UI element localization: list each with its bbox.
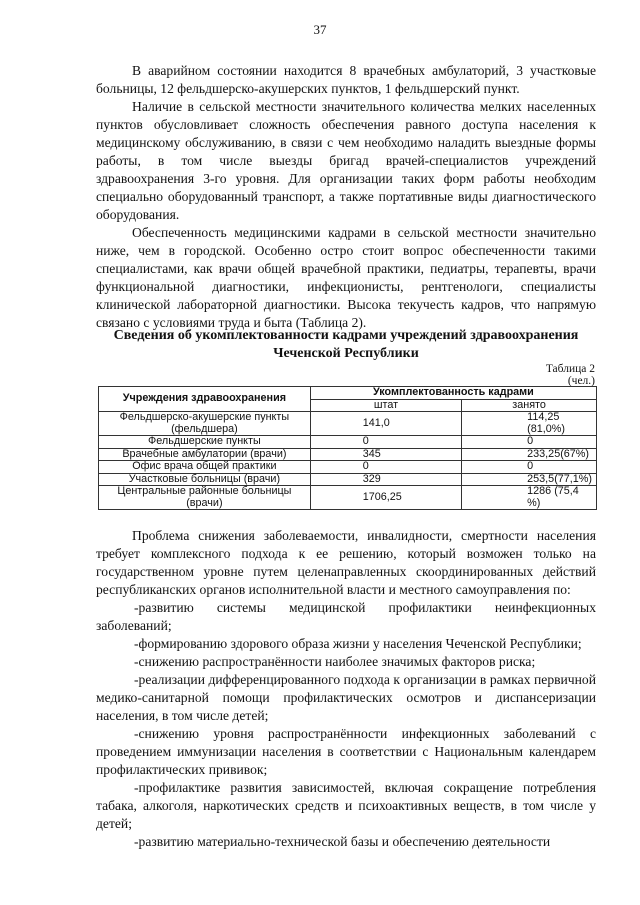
paragraph-emergency-facilities: В аварийном состоянии находится 8 врачебных амбулаторий, 3 участковые больницы, 12 фельдшерско-акушерских пунктов, 1 фельдшерский пункт. — [96, 63, 596, 96]
row-name: Участковые больницы (врачи) — [99, 473, 311, 486]
paragraph-problem: Проблема снижения заболеваемости, инвалидности, смертности населения требует комплексного подхода к ее решению, который возможен только на государственном уровне путем целенаправленных скоординированных действий республиканских органов исполнительной власти и местного самоуправления по: — [96, 528, 596, 597]
table-number: Таблица 2 — [545, 363, 595, 375]
staffing-table — [98, 386, 597, 510]
table-row — [99, 486, 597, 510]
row-occupied: 114,25 (81,0%) — [462, 412, 597, 436]
row-name: Фельдшерские пункты — [99, 436, 311, 449]
row-name: Фельдшерско-акушерские пункты (фельдшера) — [99, 412, 311, 436]
paragraph-staffing: Обеспеченность медицинскими кадрами в сельской местности значительно ниже, чем в городской. Особенно остро стоит вопрос обеспеченности такими специалистами, как врачи общей врачебной практики, педиатры, терапевты, врачи функциональной диагностики, инфекционисты, рентгенологи, специалисты клинической лабораторной диагностики. Высока текучесть кадров, что напрямую связано с условиями труда и быта (Таблица 2). — [96, 225, 596, 330]
list-item: -формированию здорового образа жизни у населения Чеченской Республики; — [134, 636, 582, 651]
list-item: -профилактике развития зависимостей, включая сокращение потребления табака, алкоголя, наркотических средств и психоактивных веществ, в том числе у детей; — [96, 780, 596, 831]
header-institution: Учреждения здравоохранения — [99, 387, 311, 412]
table-heading: Сведения об укомплектованности кадрами учреждений здравоохранения Чеченской Республики — [113, 328, 579, 361]
row-name: Врачебные амбулатории (врачи) — [99, 448, 311, 461]
header-staff: штат — [310, 399, 461, 412]
paragraph-rural-access: Наличие в сельской местности значительного количества мелких населенных пунктов обусловливает сложность обеспечения равного доступа населения к медицинскому обслуживанию, в связи с чем необходимо наладить выездные формы работы, в том числе выезды бригад врачей-специалистов учреждений здравоохранения 3-го уровня. Для организации таких форм работы необходим специально оборудованный транспорт, а также портативные виды диагностического оборудования. — [96, 99, 596, 222]
row-staff: 141,0 — [310, 412, 461, 436]
header-staffing: Укомплектованность кадрами — [310, 387, 596, 400]
row-staff: 0 — [310, 436, 461, 449]
row-occupied: 1286 (75,4 %) — [462, 486, 597, 510]
row-staff: 329 — [310, 473, 461, 486]
table-row — [99, 448, 597, 461]
header-occupied: занято — [462, 399, 597, 412]
table-units: (чел.) — [567, 375, 595, 387]
list-item: -развитию материально-технической базы и обеспечению деятельности — [134, 834, 551, 849]
table-row — [99, 436, 597, 449]
list-item: -реализации дифференцированного подхода к организации в рамках первичной медико-санитарной помощи профилактических осмотров и диспансеризации населения, в том числе детей; — [96, 672, 596, 723]
list-item: -развитию системы медицинской профилактики неинфекционных заболеваний; — [96, 600, 596, 633]
page-number: 37 — [313, 22, 327, 37]
row-occupied: 0 — [462, 436, 597, 449]
table-row — [99, 473, 597, 486]
row-occupied: 253,5(77,1%) — [462, 473, 597, 486]
row-occupied: 0 — [462, 461, 597, 474]
row-name: Центральные районные больницы (врачи) — [99, 486, 311, 510]
row-name: Офис врача общей практики — [99, 461, 311, 474]
table-row — [99, 412, 597, 436]
bottom-text-block — [96, 527, 596, 851]
row-staff: 345 — [310, 448, 461, 461]
list-item: -снижению уровня распространённости инфекционных заболеваний с проведением иммунизации населения в соответствии с Национальным календарем профилактических прививок; — [96, 726, 596, 777]
row-staff: 1706,25 — [310, 486, 461, 510]
list-item: -снижению распространённости наиболее значимых факторов риска; — [134, 654, 536, 669]
top-text-block — [96, 62, 596, 332]
row-occupied: 233,25(67%) — [462, 448, 597, 461]
row-staff: 0 — [310, 461, 461, 474]
table-row — [99, 461, 597, 474]
table-label — [546, 363, 595, 387]
